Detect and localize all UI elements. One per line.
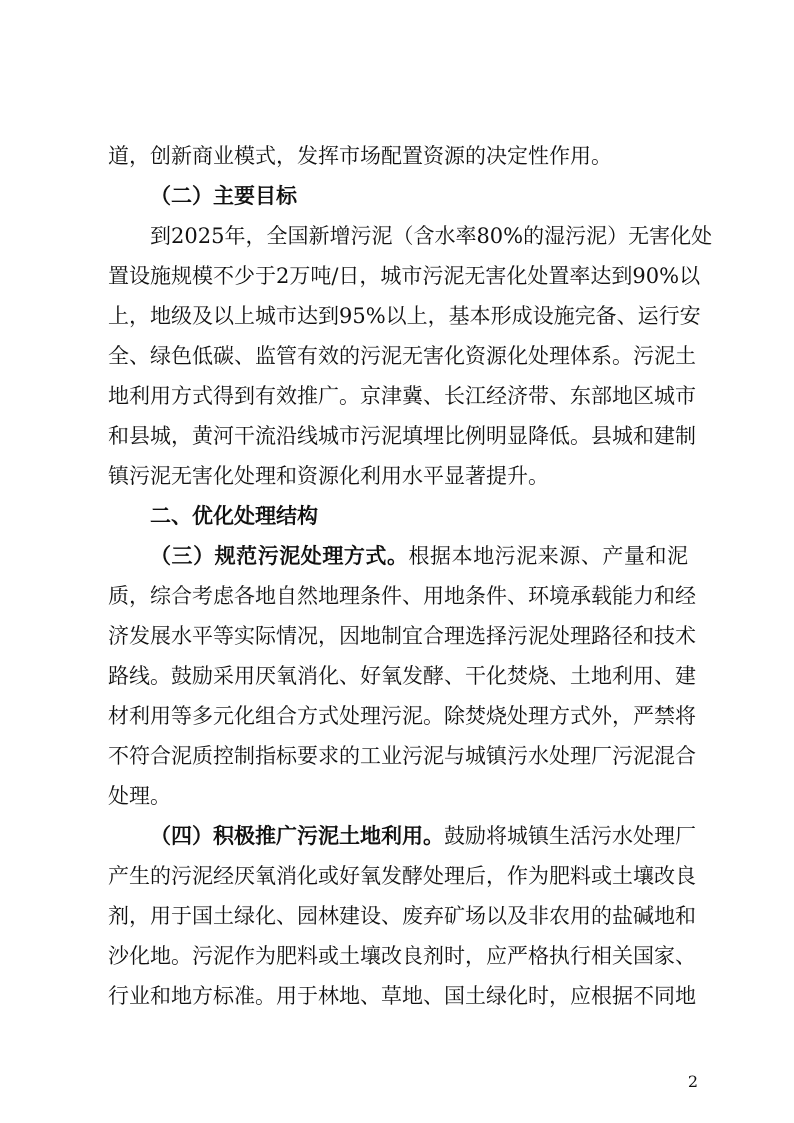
paragraph-lead: （四）积极推广污泥土地利用。 (150, 823, 444, 848)
subheading-main-goals: （二）主要目标 (150, 183, 297, 208)
paragraph-line: 道，创新商业模式，发挥市场配置资源的决定性作用。 (108, 144, 612, 168)
paragraph-line (150, 541, 688, 571)
paragraph-line: 不符合泥质控制指标要求的工业污泥与城镇污水处理厂污泥混合 (108, 744, 696, 768)
paragraph-text: 鼓励将城镇生活污水处理厂 (444, 824, 696, 848)
paragraph-line: 到2025年，全国新增污泥（含水率80%的湿污泥）无害化处 (150, 224, 713, 248)
paragraph-line: 全、绿色低碳、监管有效的污泥无害化资源化处理体系。污泥土 (108, 344, 696, 368)
paragraph-line: 镇污泥无害化处理和资源化利用水平显著提升。 (108, 464, 549, 488)
paragraph-line: 材利用等多元化组合方式处理污泥。除焚烧处理方式外，严禁将 (108, 704, 696, 728)
paragraph-line: 上，地级及以上城市达到95%以上，基本形成设施完备、运行安 (108, 304, 701, 328)
paragraph-line: 路线。鼓励采用厌氧消化、好氧发酵、干化焚烧、土地利用、建 (108, 664, 696, 688)
paragraph-text: 根据本地污泥来源、产量和泥 (408, 544, 688, 568)
section-heading: 二、优化处理结构 (150, 504, 318, 528)
paragraph-line: 置设施规模不少于2万吨/日，城市污泥无害化处置率达到90%以 (108, 264, 701, 288)
paragraph-line: 质，综合考虑各地自然地理条件、用地条件、环境承载能力和经 (108, 584, 696, 608)
paragraph-line: 地利用方式得到有效推广。京津冀、长江经济带、东部地区城市 (108, 384, 696, 408)
paragraph-line (150, 821, 696, 851)
paragraph-line: 沙化地。污泥作为肥料或土壤改良剂时，应严格执行相关国家、 (108, 944, 696, 968)
page-number: 2 (687, 1072, 698, 1091)
paragraph-line: 和县城，黄河干流沿线城市污泥填埋比例明显降低。县城和建制 (108, 424, 696, 448)
paragraph-line: 行业和地方标准。用于林地、草地、国土绿化时，应根据不同地 (108, 984, 696, 1008)
paragraph-line: 济发展水平等实际情况，因地制宜合理选择污泥处理路径和技术 (108, 624, 696, 648)
paragraph-line: 剂，用于国土绿化、园林建设、废弃矿场以及非农用的盐碱地和 (108, 904, 696, 928)
paragraph-lead: （三）规范污泥处理方式。 (150, 543, 409, 568)
paragraph-line: 产生的污泥经厌氧消化或好氧发酵处理后，作为肥料或土壤改良 (108, 864, 696, 888)
paragraph-line: 处理。 (108, 784, 171, 808)
